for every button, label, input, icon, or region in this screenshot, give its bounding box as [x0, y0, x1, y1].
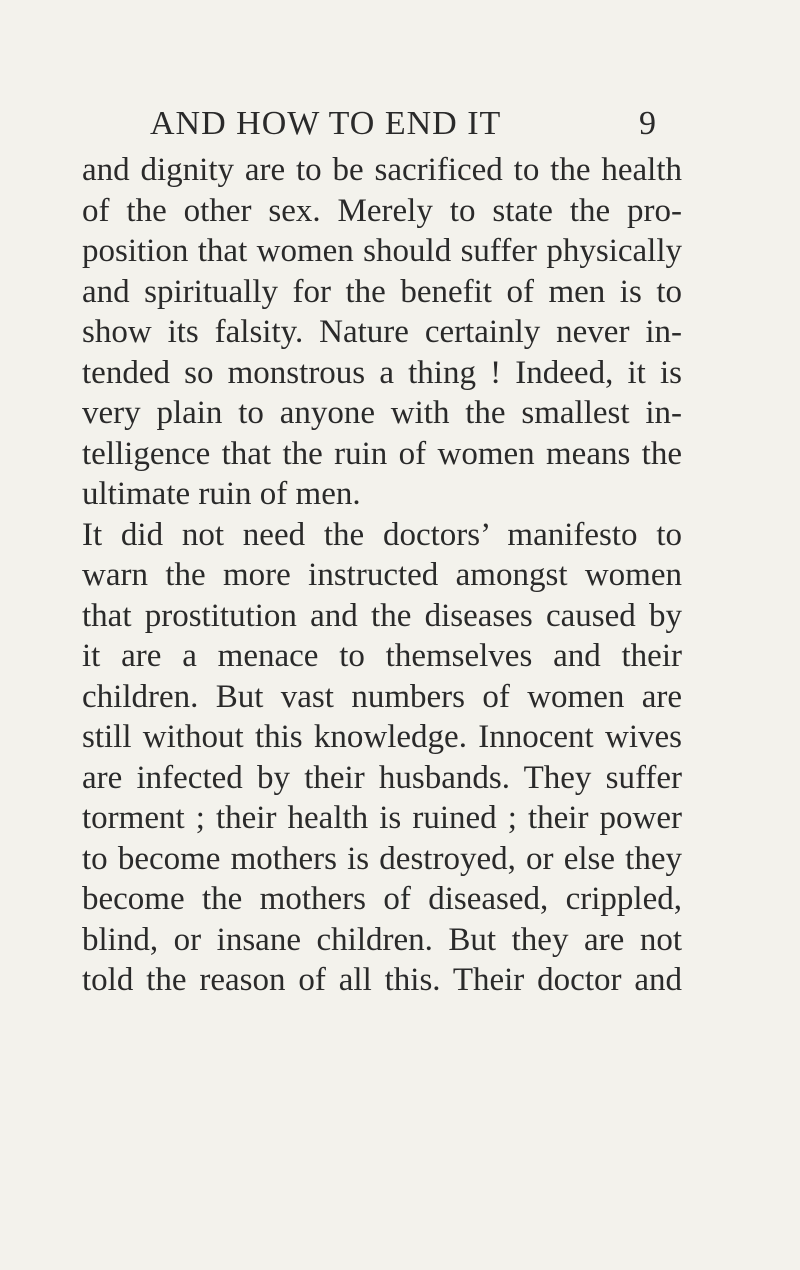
text-line: are infected by their husbands. They suffer — [82, 759, 682, 796]
text-line: very plain to anyone with the smallest in- — [82, 395, 682, 431]
text-line: children. But vast numbers of women are — [82, 678, 682, 715]
text-line: told the reason of all this. Their doctor and — [82, 962, 682, 998]
text-line: torment ; their health is ruined ; their power — [82, 800, 682, 836]
text-line: show its falsity. Nature certainly never in- — [82, 314, 682, 350]
text-line: that prostitution and the diseases caused by — [82, 597, 682, 634]
text-line: still without this knowledge. Innocent wives — [82, 719, 682, 755]
running-head — [0, 104, 800, 144]
text-line: become the mothers of diseased, crippled, — [82, 881, 682, 917]
text-line: warn the more instructed amongst women — [82, 557, 682, 593]
text-line: tended so monstrous a thing ! Indeed, it is — [82, 354, 682, 391]
text-line: position that women should suffer physically — [82, 233, 682, 269]
paragraph-start-line: It did not need the doctors’ manifesto to — [82, 516, 682, 553]
text-line: it are a menace to themselves and their — [82, 638, 682, 674]
text-line: and dignity are to be sacrificed to the health — [82, 152, 682, 188]
page-number: 9 — [639, 105, 656, 142]
text-line: telligence that the ruin of women means the — [82, 435, 682, 472]
text-line: of the other sex. Merely to state the pro- — [82, 192, 682, 229]
paragraph-end-line: ultimate ruin of men. — [82, 476, 361, 512]
text-line: blind, or insane children. But they are not — [82, 921, 682, 958]
text-line: to become mothers is destroyed, or else they — [82, 840, 682, 877]
running-title: AND HOW TO END IT — [150, 105, 502, 142]
text-line: and spiritually for the benefit of men is to — [82, 273, 682, 310]
body-text — [82, 150, 682, 1001]
